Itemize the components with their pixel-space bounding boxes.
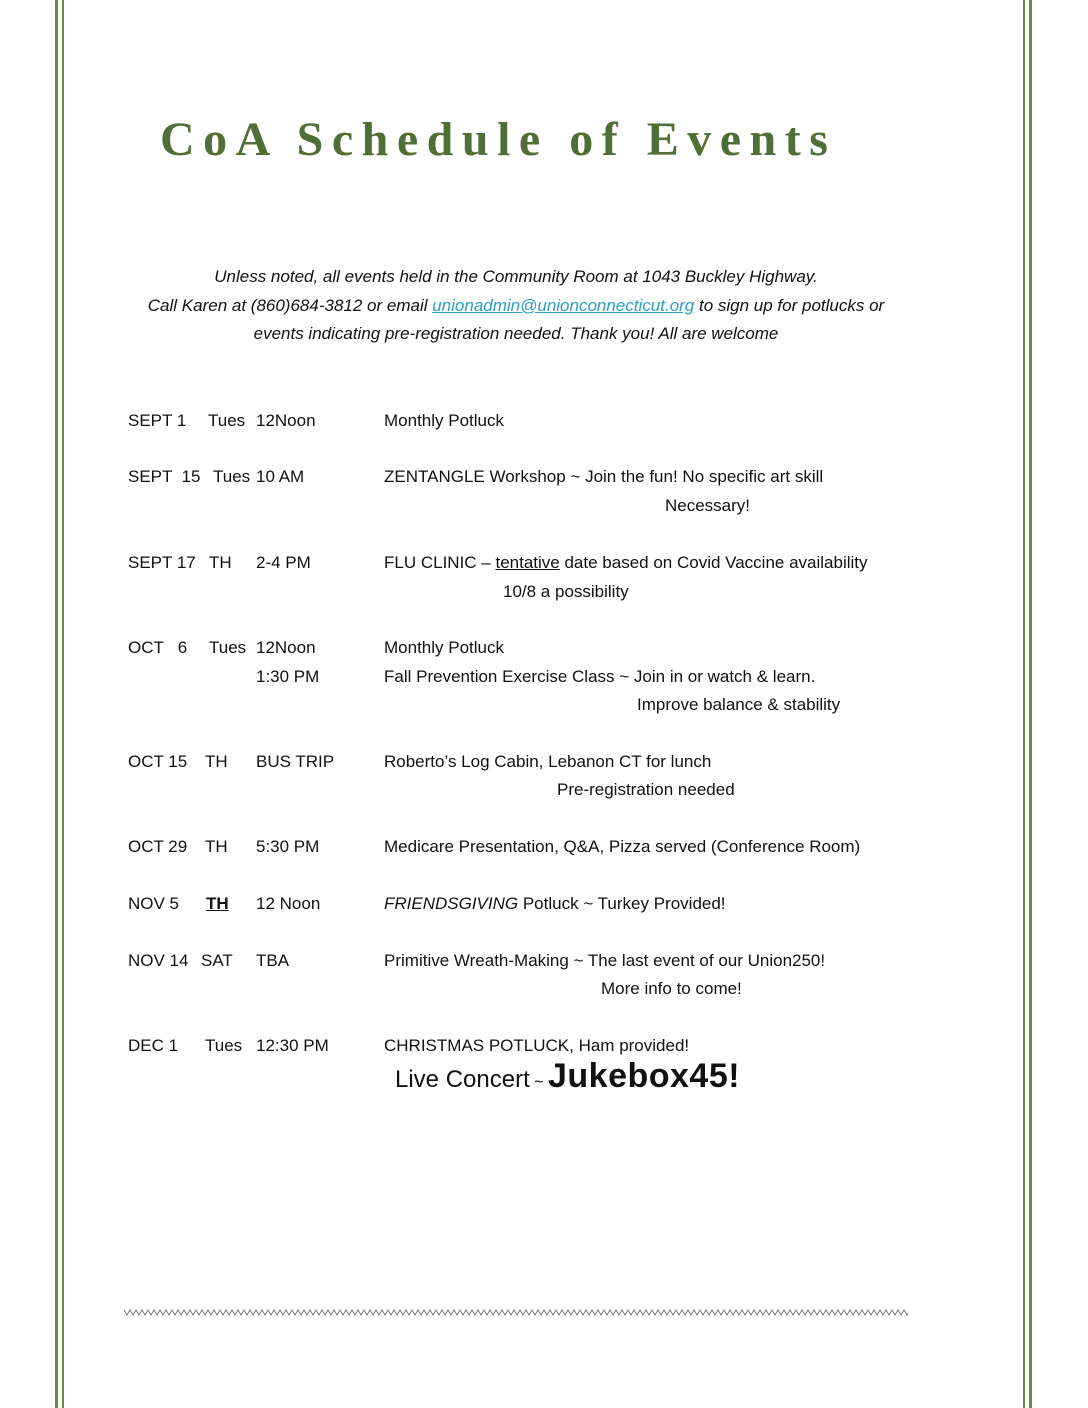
band-name: Jukebox45! [547,1057,741,1095]
event-description-line-2: More info to come! [601,979,742,998]
intro-line-1: Unless noted, all events held in the Community Room at 1043 Buckley Highway. [214,267,818,286]
event-time: 10 AM [256,467,305,486]
event-description-line-2: 10/8 a possibility [503,582,629,601]
event-description: Roberto’s Log Cabin, Lebanon CT for lunch [384,752,712,771]
event-description: FLU CLINIC – tentative date based on Covid Vaccine availability [384,553,868,572]
tilde: ~ [534,1074,544,1091]
event-time: BUS TRIP [256,752,335,771]
page-title: CoA Schedule of Events [160,113,837,166]
event-time: 2-4 PM [256,553,311,572]
intro-line-2: Call Karen at (860)684-3812 or email unionadmin@unionconnecticut.org to sign up for potlucks or [147,295,885,315]
event-date: SEPT 1 [128,411,187,430]
event-description: Monthly Potluck [384,411,504,430]
event-description-2: Fall Prevention Exercise Class ~ Join in or watch & learn. [384,667,816,686]
event-description: Primitive Wreath-Making ~ The last event of our Union250! [384,951,826,970]
email-link[interactable]: unionadmin@unionconnecticut.org [432,295,695,315]
page-border-left-inner [62,0,64,1408]
event-time: TBA [256,951,290,970]
event-date: NOV 5 [128,894,180,913]
event-day: TH [209,553,232,572]
event-day: Tues [208,411,246,430]
event-day: Tues [213,467,251,486]
event-description: Medicare Presentation, Q&A, Pizza served (Conference Room) [384,837,861,856]
event-time: 12:30 PM [256,1036,329,1055]
event-day: Tues [205,1036,243,1055]
page-border-right-inner [1023,0,1025,1408]
event-date: DEC 1 [128,1036,179,1055]
event-date: OCT 6 [128,638,188,657]
event-description: CHRISTMAS POTLUCK, Ham provided! [384,1036,690,1055]
tentative-underlined: tentative [495,553,560,572]
event-day: Tues [209,638,247,657]
live-concert-line [395,1057,740,1096]
event-date: OCT 29 [128,837,188,856]
event-day: TH [206,894,229,913]
event-time: 12Noon [256,411,316,430]
event-date: SEPT 15 [128,467,201,486]
event-time-2: 1:30 PM [256,667,320,686]
intro-text [116,263,916,349]
live-concert-label: Live Concert [395,1066,530,1093]
event-description-line-2: Necessary! [665,496,751,515]
event-time: 12Noon [256,638,316,657]
event-description: Monthly Potluck [384,638,504,657]
event-time: 5:30 PM [256,837,320,856]
event-description-line-2: Pre-registration needed [557,780,735,799]
event-time: 12 Noon [256,894,321,913]
event-day: TH [205,752,228,771]
event-date: NOV 14 [128,951,189,970]
event-description: ZENTANGLE Workshop ~ Join the fun! No specific art skill [384,467,824,486]
event-day: TH [205,837,228,856]
page-border-left-outer [55,0,58,1408]
intro-line-3: events indicating pre-registration needed. Thank you! All are welcome [253,324,779,344]
event-description: FRIENDSGIVING Potluck ~ Turkey Provided! [384,894,726,913]
event-date: SEPT 17 [128,553,196,572]
page-border-right-outer [1029,0,1032,1408]
event-day: SAT [201,951,233,970]
event-date: OCT 15 [128,752,188,771]
event-description-3: Improve balance & stability [637,695,841,714]
wavy-divider [124,1306,908,1320]
